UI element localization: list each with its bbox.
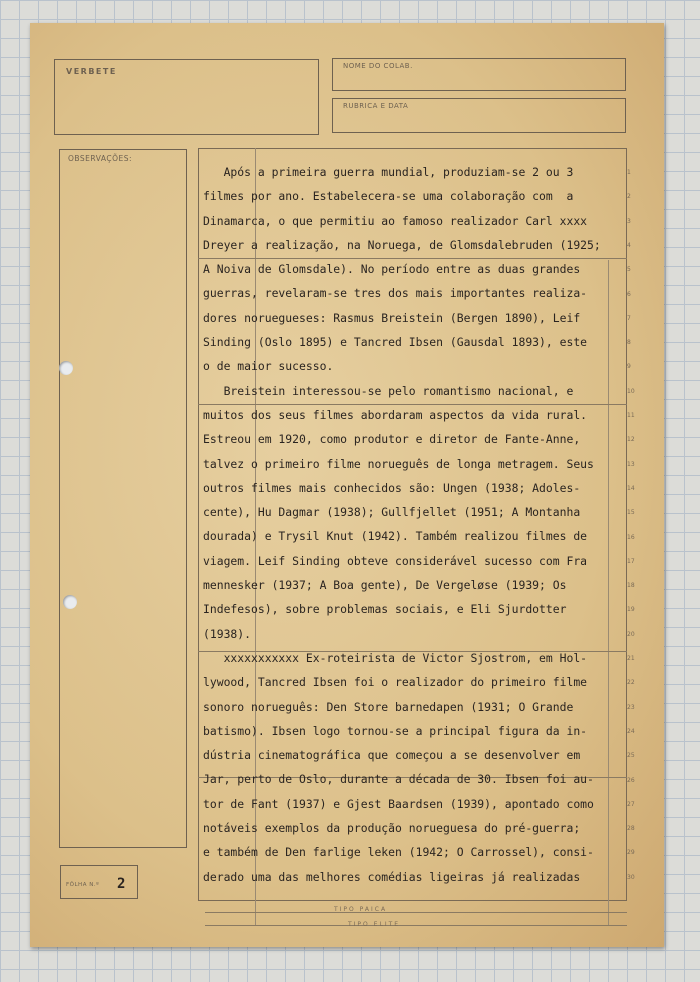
line-number: 26	[627, 776, 635, 784]
footer-line-2	[205, 925, 627, 926]
line-number: 23	[627, 703, 635, 711]
typed-body-text	[203, 160, 631, 889]
typed-line: viagem. Leif Sinding obteve considerável sucesso com Fra	[203, 553, 588, 568]
punch-hole-bottom	[63, 595, 77, 609]
typed-line: batismo). Ibsen logo tornou-se a principal figura da in-	[203, 723, 588, 738]
typed-line: dourada) e Trysil Knut (1942). Também realizou filmes de	[203, 529, 588, 544]
line-number: 13	[627, 460, 635, 468]
line-number: 2	[627, 193, 631, 201]
typed-line: mennesker (1937; A Boa gente), De Vergeløse (1939; Os	[203, 578, 567, 593]
line-number: 17	[627, 557, 635, 565]
typed-line: Breistein interessou-se pelo romantismo nacional, e	[203, 383, 574, 398]
typed-line: o de maior sucesso.	[203, 359, 334, 374]
line-number: 21	[627, 655, 635, 662]
observacoes-label: OBSERVAÇÕES:	[68, 154, 133, 163]
line-number: 5	[627, 266, 631, 274]
line-number: 8	[627, 339, 631, 347]
line-number: 20	[627, 630, 635, 638]
line-number: 11	[627, 412, 635, 419]
typed-line: filmes por ano. Estabelecera-se uma colaboração com a	[203, 189, 574, 204]
typed-line: outros filmes mais conhecidos são: Ungen (1938; Adoles-	[203, 480, 581, 495]
typed-line: muitos dos seus filmes abordaram aspectos da vida rural.	[203, 407, 588, 422]
typed-line: Dinamarca, o que permitiu ao famoso realizador Carl xxxx	[203, 213, 588, 228]
line-number: 1	[627, 169, 631, 176]
footer-tipo-elite: TIPO ELITE	[348, 921, 401, 928]
folha-number: 2	[117, 876, 126, 892]
typed-line: A Noiva de Glomsdale). No período entre as duas grandes	[203, 262, 581, 277]
footer-line-1	[205, 912, 627, 913]
typed-line: guerras, revelaram-se tres dos mais importantes realiza-	[203, 286, 588, 301]
typed-line: xxxxxxxxxxx Ex-roteirista de Victor Sjostrom, em Hol-	[203, 650, 588, 665]
line-number: 24	[627, 727, 635, 735]
typed-line: derado uma das melhores comédias ligeiras já realizadas	[203, 869, 581, 884]
typed-line: dústria cinematográfica que começou a se desenvolver em	[203, 748, 581, 763]
typed-line: lywood, Tancred Ibsen foi o realizador do primeiro filme	[203, 675, 588, 690]
line-number: 28	[627, 825, 635, 833]
line-number: 12	[627, 436, 635, 444]
typed-line: cente), Hu Dagmar (1938); Gullfjellet (1951; A Montanha	[203, 505, 581, 520]
typed-line: Dreyer a realização, na Noruega, de Glomsdalebruden (1925;	[203, 237, 601, 252]
typed-line: Sinding (Oslo 1895) e Tancred Ibsen (Gausdal 1893), este	[203, 335, 588, 350]
verbete-label: VERBETE	[66, 67, 117, 76]
line-number: 27	[627, 800, 635, 808]
typed-line: dores noruegueses: Rasmus Breistein (Bergen 1890), Leif	[203, 310, 581, 325]
typed-line: Jar, perto de Oslo, durante a década de 30. Ibsen foi au-	[203, 772, 594, 787]
typed-line: e também de Den farlige leken (1942; O Carrossel), consi-	[203, 845, 594, 860]
line-number: 10	[627, 387, 635, 395]
line-number: 30	[627, 873, 635, 881]
line-number: 29	[627, 849, 635, 857]
typed-line: Após a primeira guerra mundial, produziam-se 2 ou 3	[203, 165, 574, 179]
observacoes-box	[59, 149, 187, 848]
line-number: 19	[627, 606, 635, 614]
typed-line: talvez o primeiro filme norueguês de longa metragem. Seus	[203, 456, 594, 471]
footer-tipo-paica: TIPO PAICA	[334, 906, 388, 913]
typed-line: notáveis exemplos da produção norueguesa do pré-guerra;	[203, 821, 581, 836]
folha-label: FÔLHA N.º	[66, 882, 100, 888]
line-number: 9	[627, 363, 631, 371]
line-number: 18	[627, 582, 635, 590]
line-number: 14	[627, 484, 635, 492]
line-number: 16	[627, 533, 635, 541]
line-number: 3	[627, 217, 631, 225]
line-number: 6	[627, 290, 631, 298]
line-number: 22	[627, 679, 635, 687]
typed-line: tor de Fant (1937) e Gjest Baardsen (1939), apontado como	[203, 796, 594, 811]
typed-line: sonoro norueguês: Den Store barnedapen (1931; O Grande	[203, 699, 574, 714]
punch-hole-top	[59, 361, 73, 375]
colab-label: NOME DO COLAB.	[343, 62, 413, 70]
line-number: 15	[627, 509, 635, 517]
typed-line: Indefesos), sobre problemas sociais, e Eli Sjurdotter	[203, 602, 567, 617]
rubrica-label: RUBRICA E DATA	[343, 102, 409, 110]
typed-line: (1938).	[203, 626, 252, 641]
line-number: 25	[627, 752, 635, 760]
typed-line: Estreou em 1920, como produtor e diretor de Fante-Anne,	[203, 432, 581, 447]
line-number: 7	[627, 314, 631, 322]
line-number: 4	[627, 241, 631, 249]
